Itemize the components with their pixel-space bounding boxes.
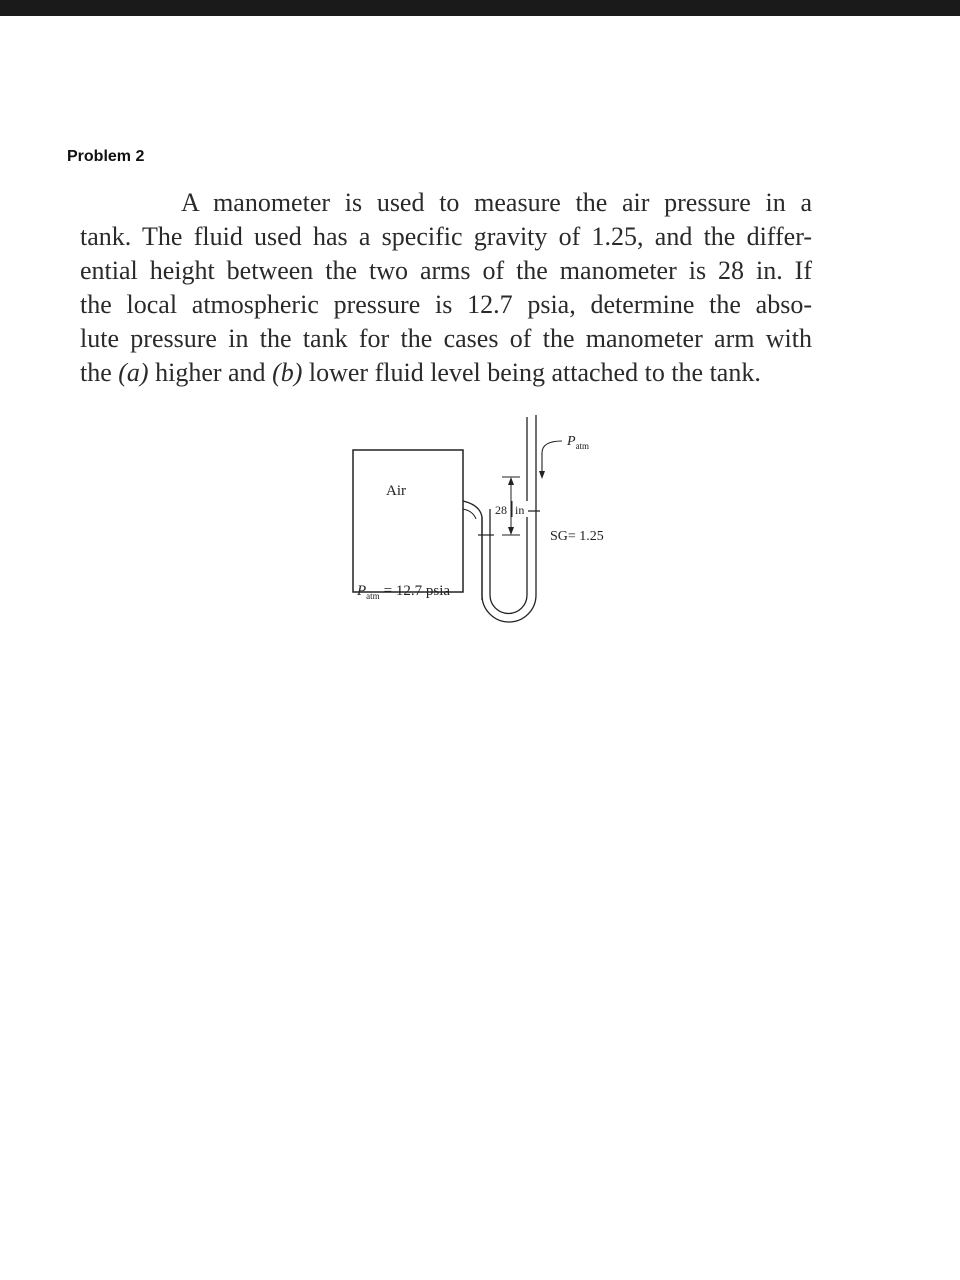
u-bend-inner [490, 595, 527, 614]
problem-line: the local atmospheric pressure is 12.7 psia, determine the abso- [80, 290, 812, 319]
patm-arrow-icon [539, 471, 545, 479]
connector-tube [463, 501, 482, 600]
case-b-label: (b) [272, 358, 303, 387]
top-bar [0, 0, 960, 16]
problem-line: ential height between the two arms of the manometer is 28 in. If [80, 256, 812, 285]
patm-value-label: $P_{atm} = 12.7$ psia [357, 583, 451, 601]
problem-line: tank. The fluid used has a specific gravity of 1.25, and the differ- [80, 222, 812, 251]
sg-label: SG= 1.25 [550, 529, 604, 544]
patm-arrow-line [542, 441, 562, 475]
height-unit: in [515, 503, 525, 517]
problem-statement [80, 186, 812, 390]
problem-heading: Problem 2 [67, 148, 145, 165]
tank-label: Air [386, 483, 406, 499]
problem-line: A manometer is used to measure the air pressure in a [181, 188, 812, 217]
manometer-diagram [330, 405, 650, 635]
patm-top-label: $P_{atm}$ [567, 434, 590, 451]
tank [353, 450, 463, 592]
problem-line-last: the (a) higher and (b) lower fluid level being attached to the tank. [80, 358, 761, 387]
case-a-label: (a) [118, 358, 149, 387]
height-number: 28 [495, 503, 507, 517]
arrow-up-icon [508, 477, 514, 485]
problem-line: lute pressure in the tank for the cases of the manometer arm with [80, 324, 812, 353]
arrow-down-icon [508, 527, 514, 535]
